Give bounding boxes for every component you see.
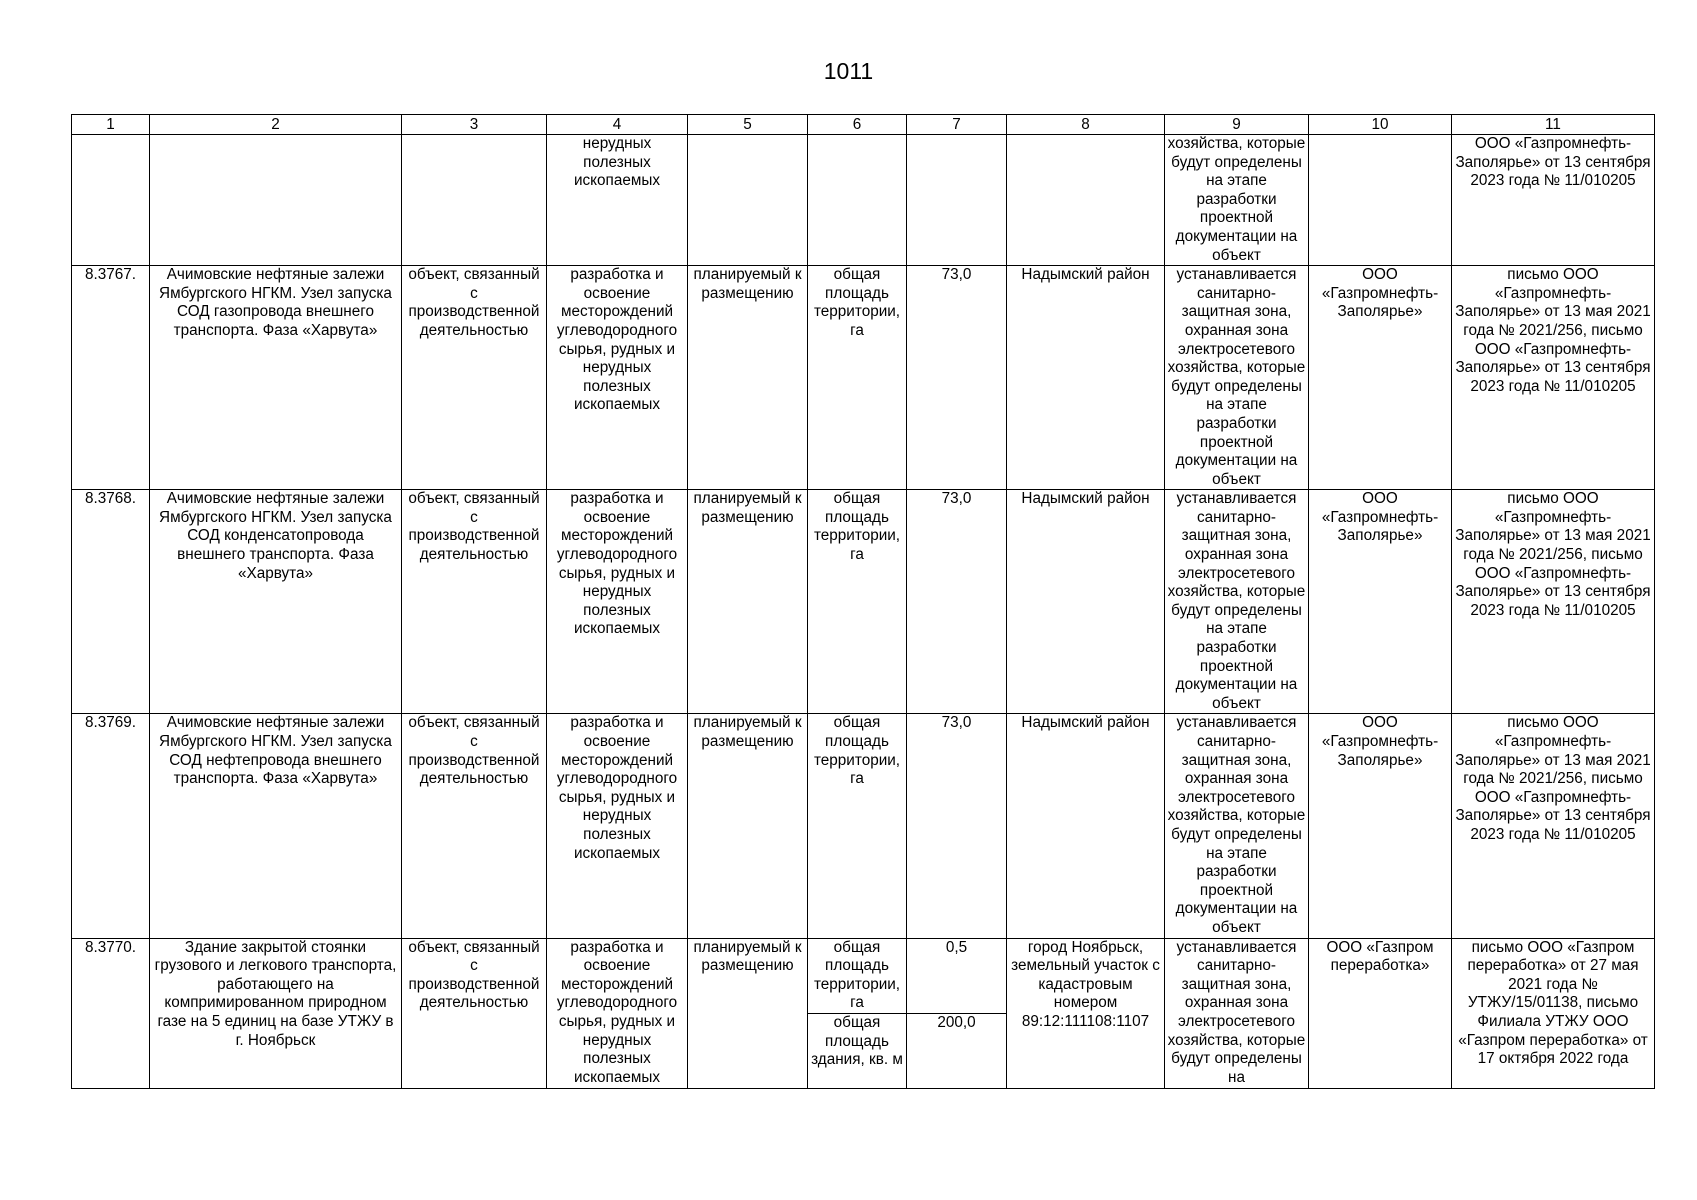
value-cell: 73,0 bbox=[907, 490, 1007, 714]
purpose-cell: нерудных полезных ископаемых bbox=[547, 135, 688, 266]
header-row bbox=[72, 115, 1655, 135]
location-cell: Надымский район bbox=[1007, 714, 1165, 938]
basis-cell: письмо ООО «Газпром переработка» от 27 мая 2021 года № УТЖУ/15/01138, письмо Филиала УТЖУ ООО «Газпром переработка» от 17 октября 2022 года bbox=[1452, 938, 1655, 1088]
column-header: 11 bbox=[1452, 115, 1655, 135]
column-header: 7 bbox=[907, 115, 1007, 135]
location-cell: Надымский район bbox=[1007, 266, 1165, 490]
column-header: 1 bbox=[72, 115, 150, 135]
table-row bbox=[72, 266, 1655, 490]
row-number: 8.3767. bbox=[72, 266, 150, 490]
basis-cell: письмо ООО «Газпромнефть-Заполярье» от 13 мая 2021 года № 2021/256, письмо ООО «Газпромнефть-Заполярье» от 13 сентября 2023 года № 11/010205 bbox=[1452, 490, 1655, 714]
location-cell: Надымский район bbox=[1007, 490, 1165, 714]
location-cell: город Ноябрьск, земельный участок с кадастровым номером 89:12:111108:1107 bbox=[1007, 938, 1165, 1088]
object-name: Ачимовские нефтяные залежи Ямбургского НГКМ. Узел запуска СОД конденсатопровода внешнего транспорта. Фаза «Харвута» bbox=[150, 490, 402, 714]
owner-cell: ООО «Газпромнефть-Заполярье» bbox=[1309, 490, 1452, 714]
column-header: 6 bbox=[808, 115, 907, 135]
owner-cell: ООО «Газпром переработка» bbox=[1309, 938, 1452, 1088]
page-number: 1011 bbox=[823, 58, 874, 84]
characteristic-cell: общая площадь территории, га bbox=[808, 266, 907, 490]
characteristic-cell: общая площадь территории, га bbox=[808, 938, 907, 1013]
object-type: объект, связанный с производственной деятельностью bbox=[402, 714, 547, 938]
row-number: 8.3770. bbox=[72, 938, 150, 1088]
status-cell: планируемый к размещению bbox=[688, 490, 808, 714]
value-cell: 73,0 bbox=[907, 266, 1007, 490]
object-name: Здание закрытой стоянки грузового и легкового транспорта, работающего на компримированном природном газе на 5 единиц на базе УТЖУ в г. Ноябрьск bbox=[150, 938, 402, 1088]
characteristic-cell: общая площадь здания, кв. м bbox=[808, 1013, 907, 1088]
zones-cell: хозяйства, которые будут определены на этапе разработки проектной документации на объект bbox=[1165, 135, 1309, 266]
zones-cell: устанавливается санитарно-защитная зона, охранная зона электросетевого хозяйства, которые будут определены на этапе разработки проектной документации на объект bbox=[1165, 266, 1309, 490]
object-type: объект, связанный с производственной деятельностью bbox=[402, 938, 547, 1088]
object-name: Ачимовские нефтяные залежи Ямбургского НГКМ. Узел запуска СОД газопровода внешнего транспорта. Фаза «Харвута» bbox=[150, 266, 402, 490]
owner-cell: ООО «Газпромнефть-Заполярье» bbox=[1309, 714, 1452, 938]
status-cell: планируемый к размещению bbox=[688, 938, 808, 1088]
object-type: объект, связанный с производственной деятельностью bbox=[402, 266, 547, 490]
zones-cell: устанавливается санитарно-защитная зона, охранная зона электросетевого хозяйства, которые будут определены на этапе разработки проектной документации на объект bbox=[1165, 490, 1309, 714]
object-name: Ачимовские нефтяные залежи Ямбургского НГКМ. Узел запуска СОД нефтепровода внешнего транспорта. Фаза «Харвута» bbox=[150, 714, 402, 938]
value-cell: 73,0 bbox=[907, 714, 1007, 938]
continuation-row bbox=[72, 135, 1655, 266]
status-cell: планируемый к размещению bbox=[688, 266, 808, 490]
purpose-cell: разработка и освоение месторождений углеводородного сырья, рудных и нерудных полезных ископаемых bbox=[547, 714, 688, 938]
characteristic-cell: общая площадь территории, га bbox=[808, 490, 907, 714]
column-header: 3 bbox=[402, 115, 547, 135]
object-type: объект, связанный с производственной деятельностью bbox=[402, 490, 547, 714]
row-number: 8.3769. bbox=[72, 714, 150, 938]
characteristic-cell: общая площадь территории, га bbox=[808, 714, 907, 938]
column-header: 2 bbox=[150, 115, 402, 135]
column-header: 8 bbox=[1007, 115, 1165, 135]
table-row bbox=[72, 714, 1655, 938]
purpose-cell: разработка и освоение месторождений углеводородного сырья, рудных и нерудных полезных ископаемых bbox=[547, 266, 688, 490]
basis-cell: письмо ООО «Газпромнефть-Заполярье» от 13 мая 2021 года № 2021/256, письмо ООО «Газпромнефть-Заполярье» от 13 сентября 2023 года № 11/010205 bbox=[1452, 714, 1655, 938]
basis-cell: письмо ООО «Газпромнефть-Заполярье» от 13 мая 2021 года № 2021/256, письмо ООО «Газпромнефть-Заполярье» от 13 сентября 2023 года № 11/010205 bbox=[1452, 266, 1655, 490]
purpose-cell: разработка и освоение месторождений углеводородного сырья, рудных и нерудных полезных ископаемых bbox=[547, 938, 688, 1088]
owner-cell: ООО «Газпромнефть-Заполярье» bbox=[1309, 266, 1452, 490]
zones-cell: устанавливается санитарно-защитная зона, охранная зона электросетевого хозяйства, которые будут определены на bbox=[1165, 938, 1309, 1088]
value-cell: 0,5 bbox=[907, 938, 1007, 1013]
column-header: 10 bbox=[1309, 115, 1452, 135]
zones-cell: устанавливается санитарно-защитная зона, охранная зона электросетевого хозяйства, которые будут определены на этапе разработки проектной документации на объект bbox=[1165, 714, 1309, 938]
registry-table bbox=[71, 114, 1655, 1089]
value-cell: 200,0 bbox=[907, 1013, 1007, 1088]
column-header: 5 bbox=[688, 115, 808, 135]
row-number: 8.3768. bbox=[72, 490, 150, 714]
purpose-cell: разработка и освоение месторождений углеводородного сырья, рудных и нерудных полезных ископаемых bbox=[547, 490, 688, 714]
status-cell: планируемый к размещению bbox=[688, 714, 808, 938]
column-header: 9 bbox=[1165, 115, 1309, 135]
table-row bbox=[72, 938, 1655, 1013]
table-row bbox=[72, 490, 1655, 714]
basis-cell: ООО «Газпромнефть-Заполярье» от 13 сентября 2023 года № 11/010205 bbox=[1452, 135, 1655, 266]
column-header: 4 bbox=[547, 115, 688, 135]
